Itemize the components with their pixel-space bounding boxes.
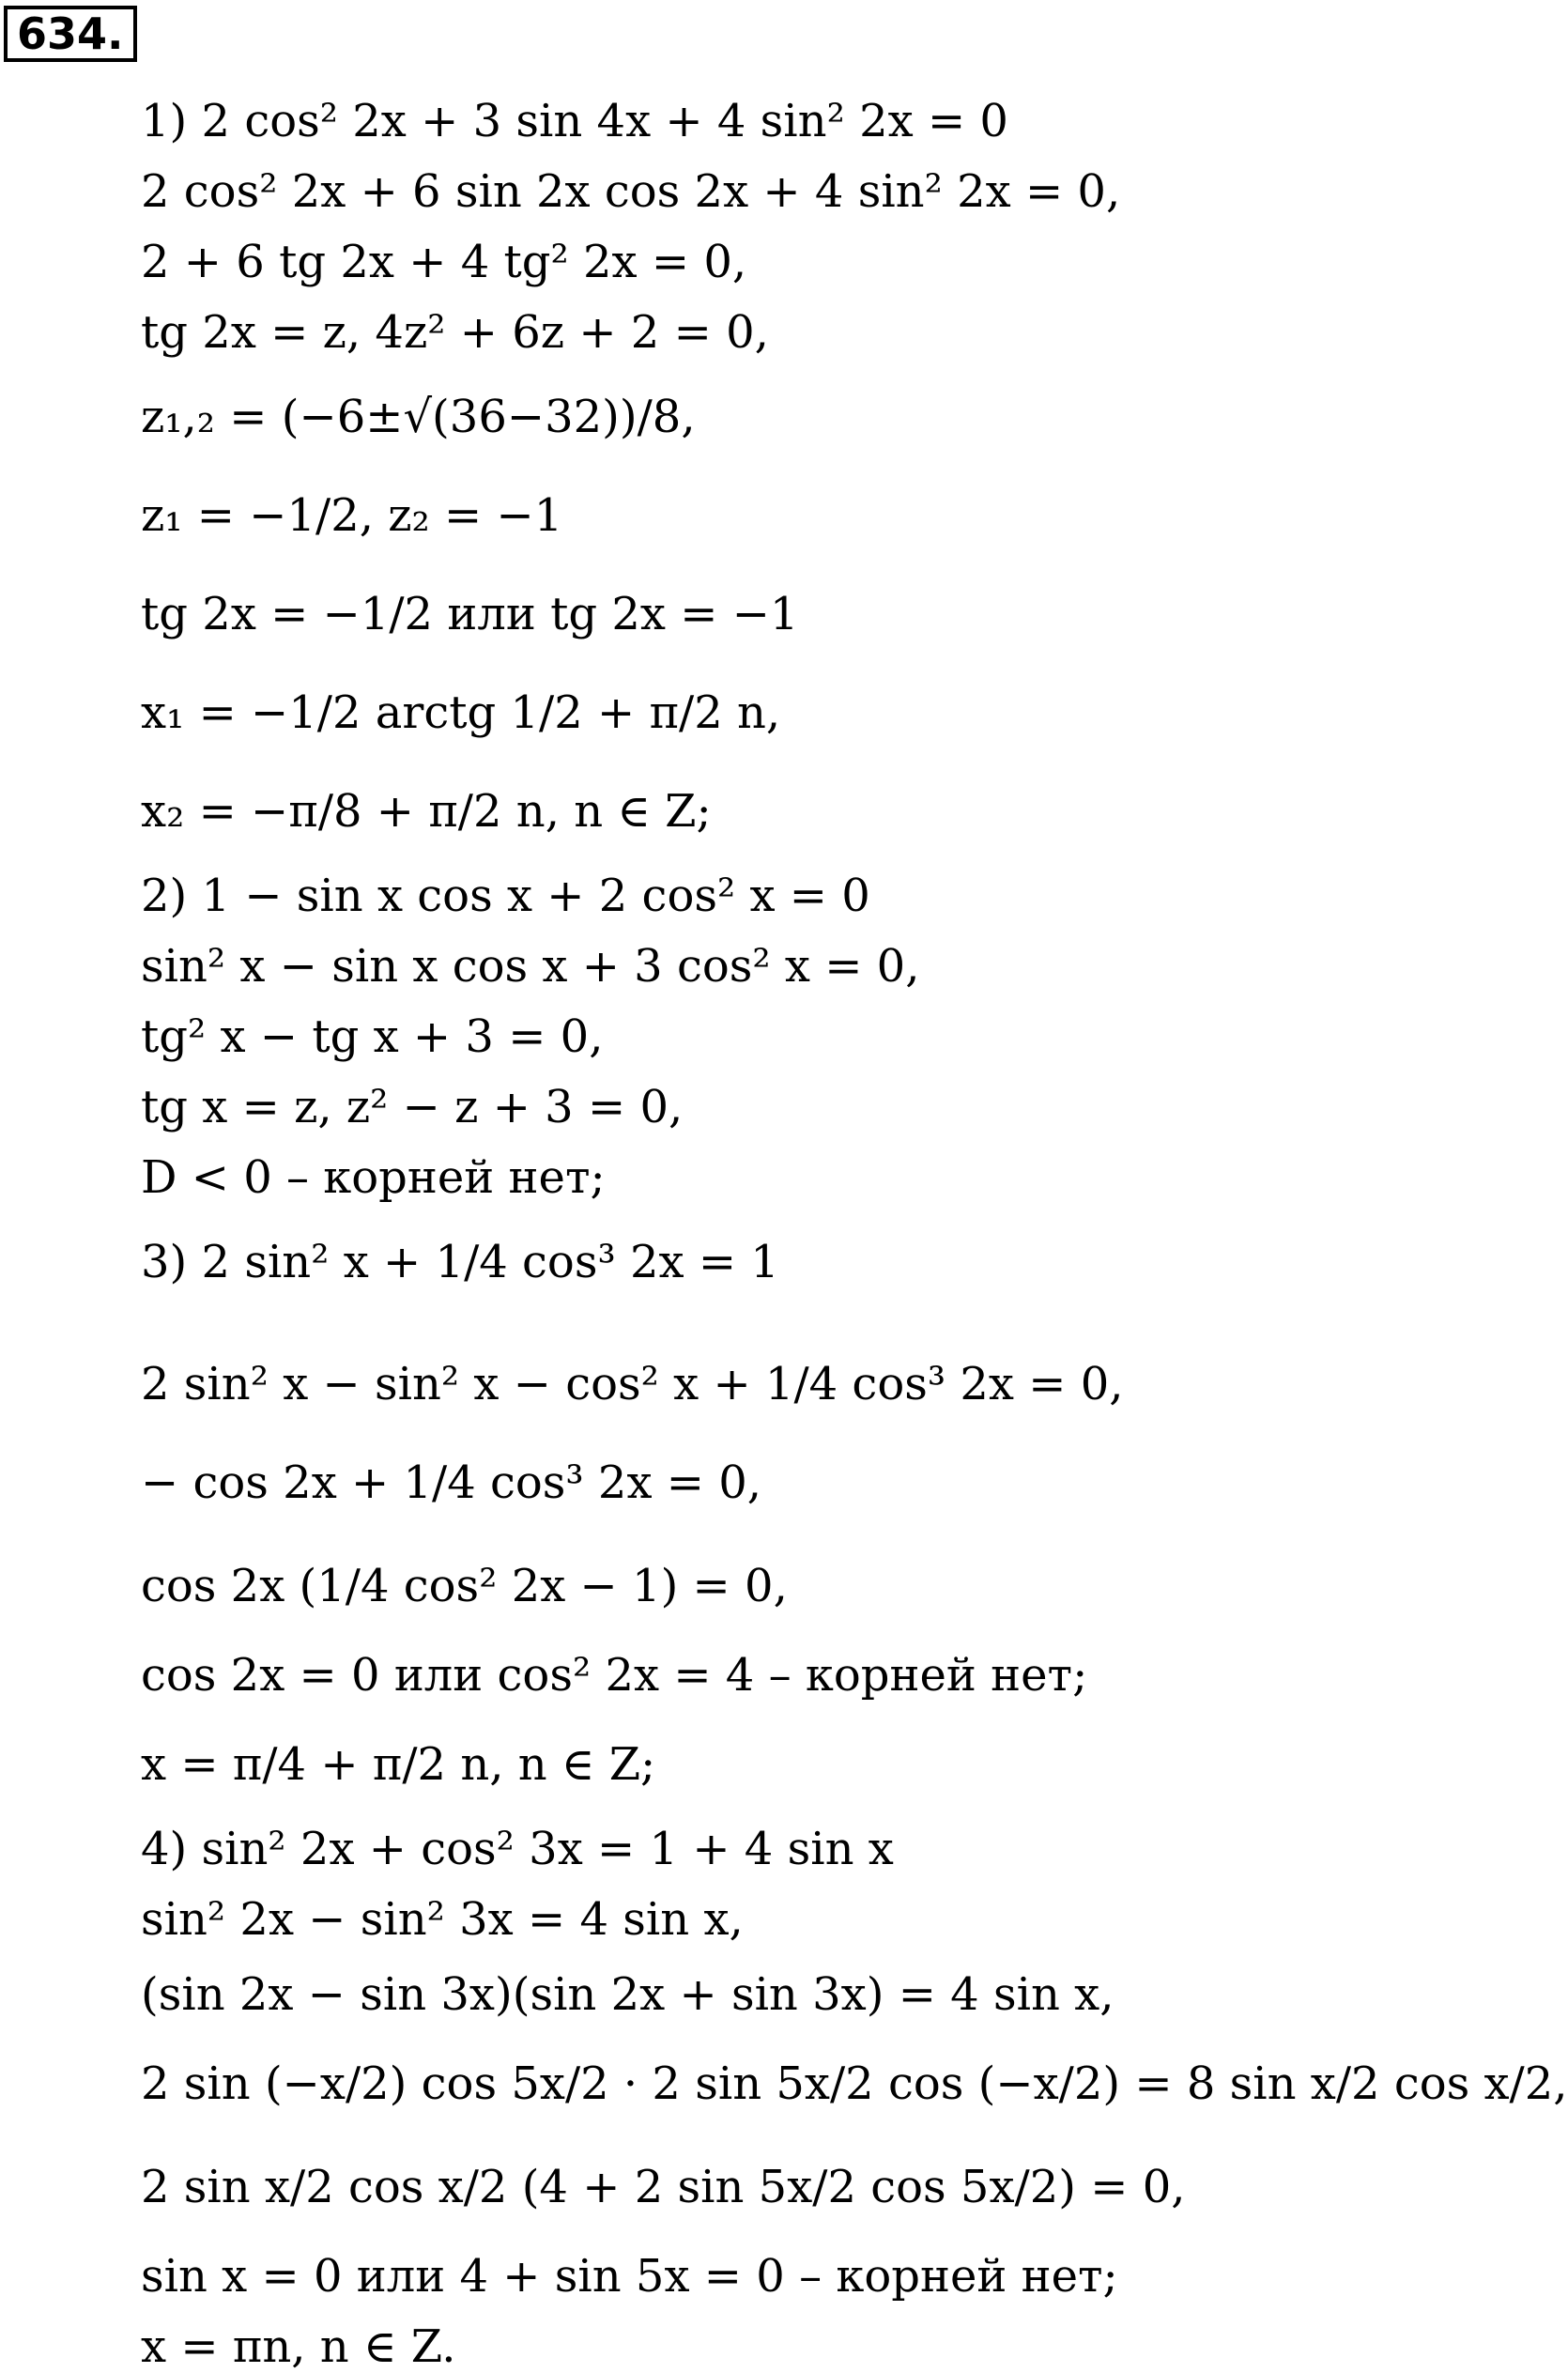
equation-line: x₁ = −1/2 arctg 1/2 + π/2 n, (141, 686, 781, 739)
equation-line: 3) 2 sin² x + 1/4 cos³ 2x = 1 (141, 1236, 779, 1288)
problem-number: 634. (4, 6, 137, 62)
equation-line: 4) sin² 2x + cos² 3x = 1 + 4 sin x (141, 1823, 894, 1875)
equation-line: x = π/4 + π/2 n, n ∈ Z; (141, 1738, 656, 1791)
equation-line: sin² 2x − sin² 3x = 4 sin x, (141, 1893, 744, 1946)
equation-line: 2 + 6 tg 2x + 4 tg² 2x = 0, (141, 236, 747, 288)
equation-line: tg 2x = −1/2 или tg 2x = −1 (141, 588, 799, 640)
equation-line: sin x = 0 или 4 + sin 5x = 0 – корней нет; (141, 2250, 1118, 2303)
equation-line: sin² x − sin x cos x + 3 cos² x = 0, (141, 940, 920, 993)
equation-line: 2 cos² 2x + 6 sin 2x cos 2x + 4 sin² 2x = 0, (141, 165, 1121, 218)
equation-line: x₂ = −π/8 + π/2 n, n ∈ Z; (141, 785, 712, 838)
equation-line: tg 2x = z, 4z² + 6z + 2 = 0, (141, 306, 769, 359)
equation-line: 2 sin x/2 cos x/2 (4 + 2 sin 5x/2 cos 5x/2) = 0, (141, 2161, 1186, 2213)
equation-line: tg x = z, z² − z + 3 = 0, (141, 1081, 684, 1133)
equation-line: cos 2x = 0 или cos² 2x = 4 – корней нет; (141, 1649, 1088, 1702)
equation-line: 1) 2 cos² 2x + 3 sin 4x + 4 sin² 2x = 0 (141, 95, 1008, 147)
equation-line: 2) 1 − sin x cos x + 2 cos² x = 0 (141, 870, 870, 922)
equation-line: 2 sin (−x/2) cos 5x/2 · 2 sin 5x/2 cos (−x/2) = 8 sin x/2 cos x/2, (141, 2057, 1568, 2110)
equation-line: x = πn, n ∈ Z. (141, 2320, 456, 2373)
equation-line: 2 sin² x − sin² x − cos² x + 1/4 cos³ 2x = 0, (141, 1358, 1124, 1410)
equation-line: z₁ = −1/2, z₂ = −1 (141, 489, 563, 542)
equation-line: cos 2x (1/4 cos² 2x − 1) = 0, (141, 1560, 788, 1612)
equation-line: tg² x − tg x + 3 = 0, (141, 1010, 604, 1063)
equation-line: D < 0 – корней нет; (141, 1151, 606, 1204)
equation-line: z₁,₂ = (−6±√(36−32))/8, (141, 391, 696, 443)
equation-line: − cos 2x + 1/4 cos³ 2x = 0, (141, 1456, 762, 1509)
equation-line: (sin 2x − sin 3x)(sin 2x + sin 3x) = 4 sin x, (141, 1968, 1115, 2021)
